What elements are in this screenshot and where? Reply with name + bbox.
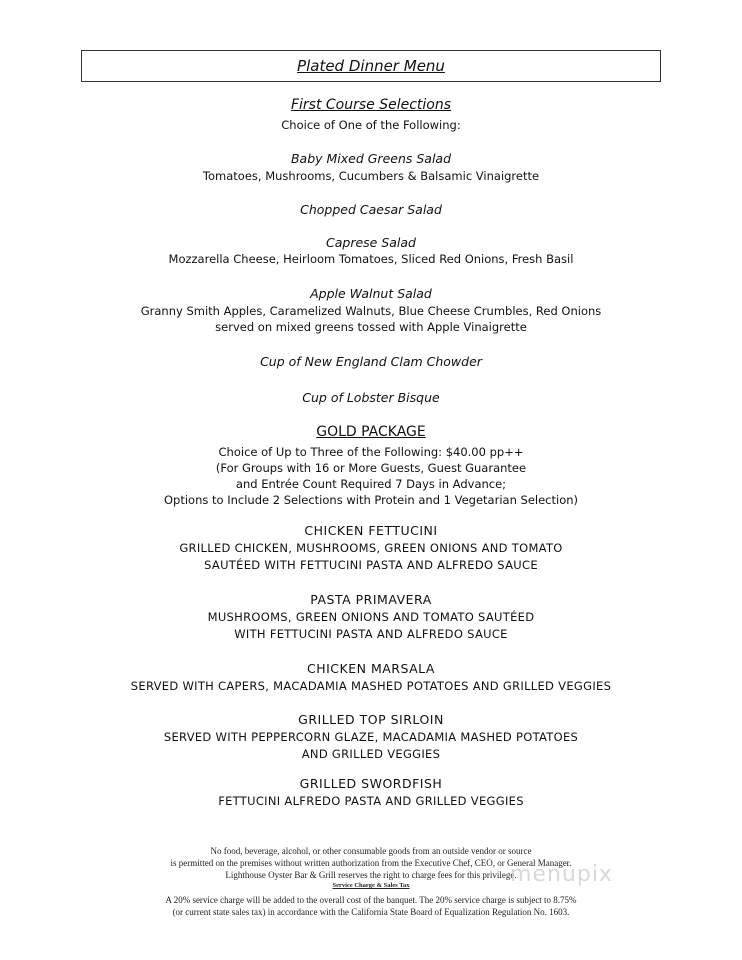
footer-line: No food, beverage, alcohol, or other consumable goods from an outside vendor or source <box>210 846 532 856</box>
gold-package-heading: GOLD PACKAGE <box>316 424 426 440</box>
first-course-heading: First Course Selections <box>290 97 452 113</box>
entree-description: SERVED WITH PEPPERCORN GLAZE, MACADAMIA MASHED POTATOES <box>163 730 579 744</box>
gold-package-line: (For Groups with 16 or More Guests, Guest Guarantee <box>215 461 527 475</box>
entree-description: FETTUCINI ALFREDO PASTA AND GRILLED VEGGIES <box>218 794 524 808</box>
entree-name: PASTA PRIMAVERA <box>310 592 432 607</box>
item-name: Apple Walnut Salad <box>310 286 432 301</box>
item-description: Mozzarella Cheese, Heirloom Tomatoes, Sliced Red Onions, Fresh Basil <box>168 252 574 266</box>
entree-name: GRILLED SWORDFISH <box>299 776 443 791</box>
entree-description: SERVED WITH CAPERS, MACADAMIA MASHED POTATOES AND GRILLED VEGGIES <box>130 679 612 693</box>
gold-package-line: and Entrée Count Required 7 Days in Advance; <box>235 477 507 491</box>
footer-line: is permitted on the premises without written authorization from the Executive Chef, CEO, or General Manager. <box>170 858 572 868</box>
item-name: Cup of Lobster Bisque <box>302 390 440 405</box>
menu-title: Plated Dinner Menu <box>81 50 661 82</box>
entree-description: AND GRILLED VEGGIES <box>301 747 441 761</box>
service-charge-line: (or current state sales tax) in accordance with the California State Board of Equalization Regulation No. 1603. <box>172 907 570 917</box>
item-name: Chopped Caesar Salad <box>300 202 442 217</box>
entree-description: MUSHROOMS, GREEN ONIONS AND TOMATO SAUTÉED <box>207 610 535 624</box>
gold-package-line: Choice of Up to Three of the Following: $40.00 pp++ <box>218 445 524 459</box>
entree-name: CHICKEN FETTUCINI <box>304 523 438 538</box>
first-course-subheading: Choice of One of the Following: <box>281 118 461 132</box>
entree-name: CHICKEN MARSALA <box>306 661 435 676</box>
entree-name: GRILLED TOP SIRLOIN <box>298 712 444 727</box>
item-name: Baby Mixed Greens Salad <box>290 151 452 166</box>
service-charge-line: A 20% service charge will be added to the overall cost of the banquet. The 20% service charge is subject to 8.75% <box>165 895 577 905</box>
item-description: Granny Smith Apples, Caramelized Walnuts, Blue Cheese Crumbles, Red Onions <box>140 304 602 318</box>
entree-description: SAUTÉED WITH FETTUCINI PASTA AND ALFREDO SAUCE <box>204 558 538 572</box>
gold-package-line: Options to Include 2 Selections with Protein and 1 Vegetarian Selection) <box>163 493 579 507</box>
service-charge-subhead: Service Charge & Sales Tax <box>332 882 410 889</box>
entree-description: WITH FETTUCINI PASTA AND ALFREDO SAUCE <box>234 627 508 641</box>
footer-line: Lighthouse Oyster Bar & Grill reserves the right to charge fees for this privilege. <box>225 870 517 880</box>
item-name: Caprese Salad <box>326 235 416 250</box>
entree-description: GRILLED CHICKEN, MUSHROOMS, GREEN ONIONS AND TOMATO <box>179 541 563 555</box>
watermark-logo: menupix <box>510 862 613 887</box>
item-description: Tomatoes, Mushrooms, Cucumbers & Balsamic Vinaigrette <box>202 169 540 183</box>
item-description: served on mixed greens tossed with Apple Vinaigrette <box>215 320 527 334</box>
item-name: Cup of New England Clam Chowder <box>260 354 482 369</box>
